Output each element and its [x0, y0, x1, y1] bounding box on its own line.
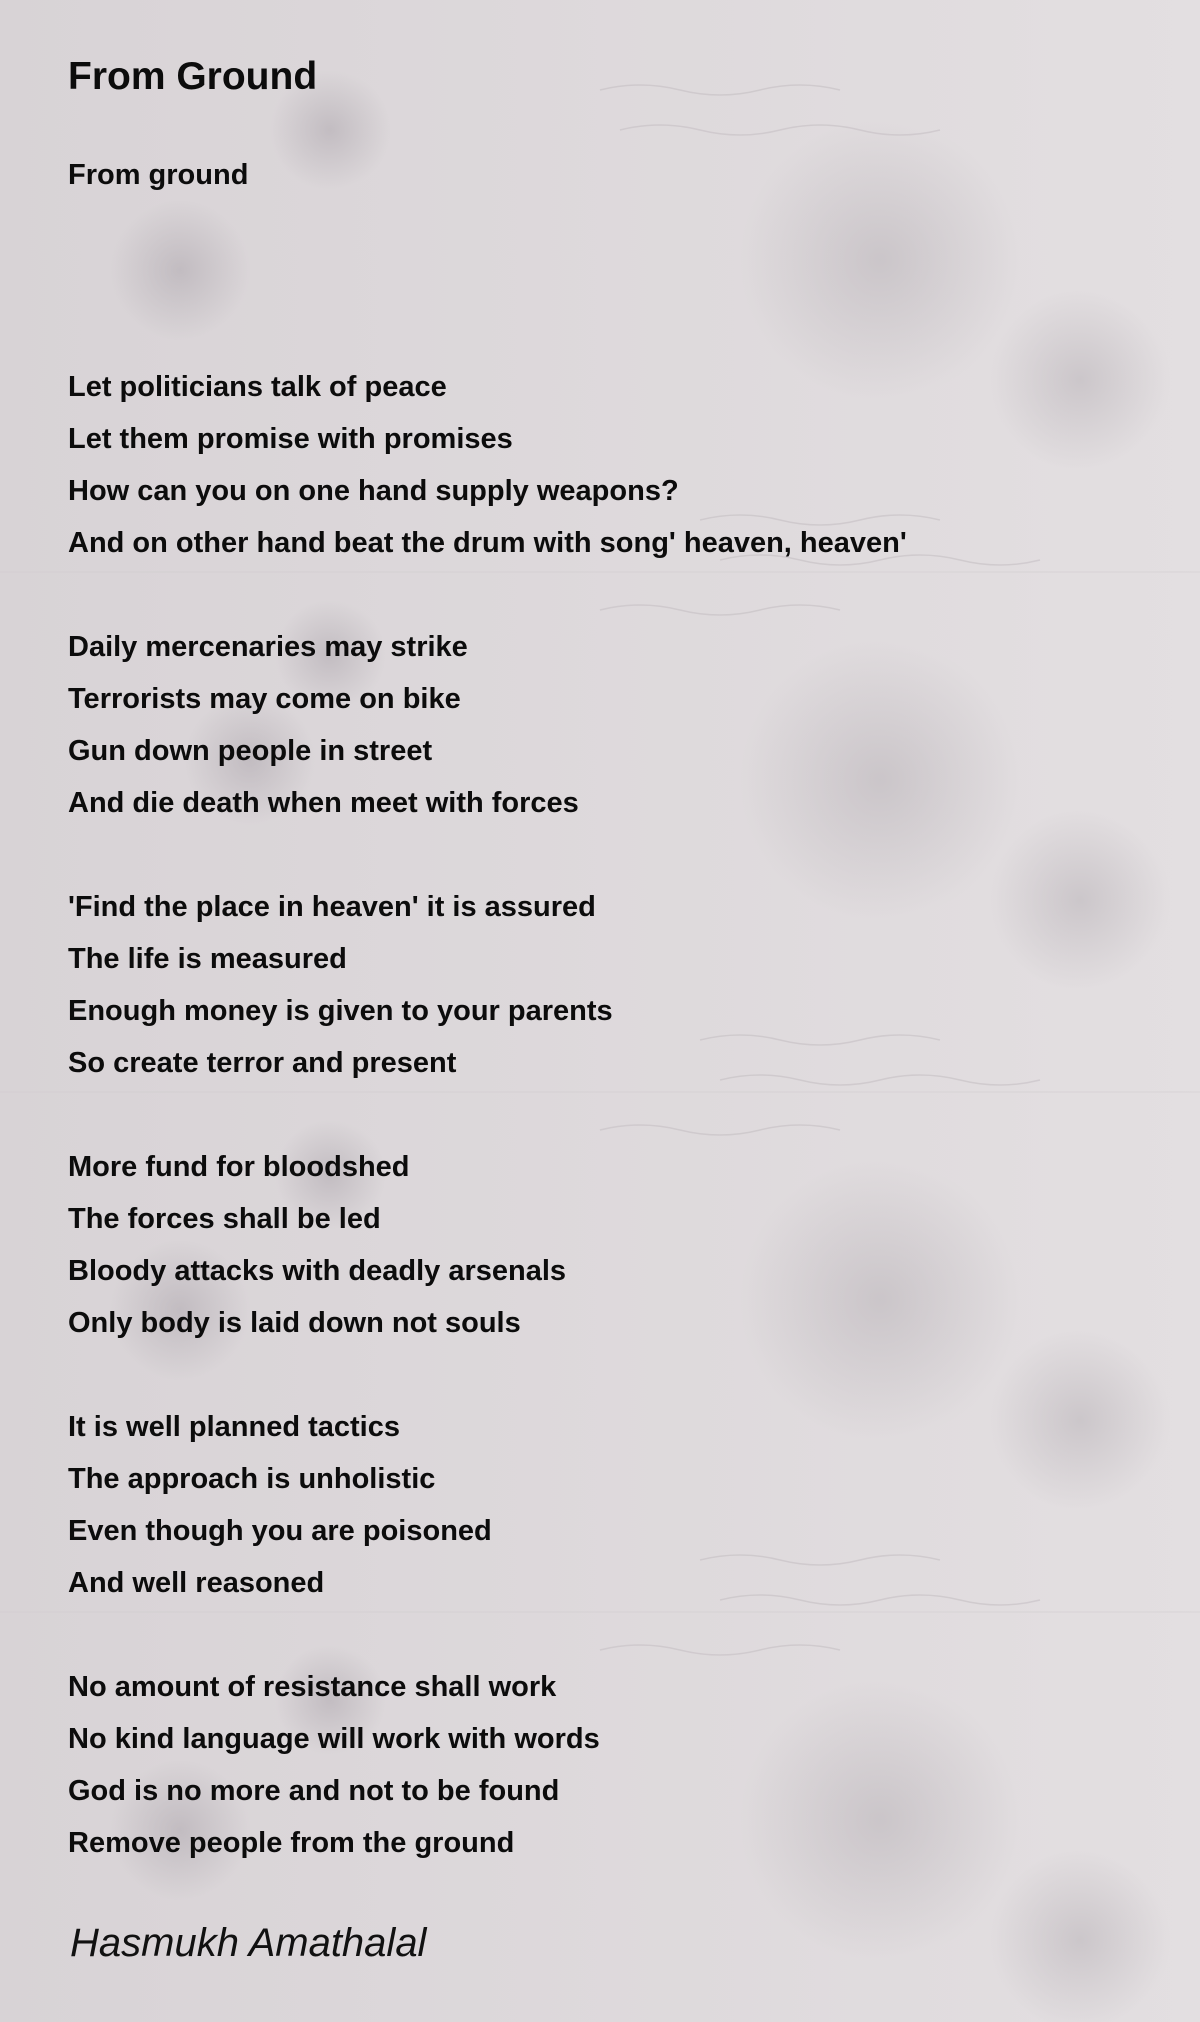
poem-line: Daily mercenaries may strike: [68, 631, 468, 663]
poem-line: The approach is unholistic: [68, 1463, 436, 1495]
poem-line: Let politicians talk of peace: [68, 371, 447, 403]
poem-line: And die death when meet with forces: [68, 787, 579, 819]
poem-line: And on other hand beat the drum with song' heaven, heaven': [68, 527, 907, 559]
poem-title: From Ground: [68, 55, 318, 98]
poem-line: Let them promise with promises: [68, 423, 513, 455]
poem-subtitle: From ground: [68, 159, 249, 191]
poem-line: Gun down people in street: [68, 735, 433, 767]
stanza: [68, 1661, 907, 1869]
stanza: [68, 1401, 907, 1609]
poem-line: No kind language will work with words: [68, 1723, 600, 1755]
poem-line: How can you on one hand supply weapons?: [68, 475, 679, 507]
poem-line: No amount of resistance shall work: [68, 1671, 557, 1703]
poem-line: The forces shall be led: [68, 1203, 381, 1235]
stanza: [68, 1141, 907, 1349]
poem-line: God is no more and not to be found: [68, 1775, 560, 1807]
poem-line: It is well planned tactics: [68, 1411, 400, 1443]
poem-line: More fund for bloodshed: [68, 1151, 410, 1183]
poem-line: Terrorists may come on bike: [68, 683, 461, 715]
poem-author: Hasmukh Amathalal: [70, 1921, 427, 1965]
poem-line: Only body is laid down not souls: [68, 1307, 521, 1339]
stanza: [68, 621, 907, 829]
poem-line: The life is measured: [68, 943, 347, 975]
poem-body: [68, 361, 907, 1921]
poem-line: Enough money is given to your parents: [68, 995, 613, 1027]
poem-line: 'Find the place in heaven' it is assured: [68, 891, 596, 923]
poem-line: So create terror and present: [68, 1047, 457, 1079]
poem-line: Remove people from the ground: [68, 1827, 515, 1859]
poem-line: And well reasoned: [68, 1567, 325, 1599]
stanza: [68, 881, 907, 1089]
stanza: [68, 361, 907, 569]
poem-line: Bloody attacks with deadly arsenals: [68, 1255, 567, 1287]
poem-line: Even though you are poisoned: [68, 1515, 492, 1547]
